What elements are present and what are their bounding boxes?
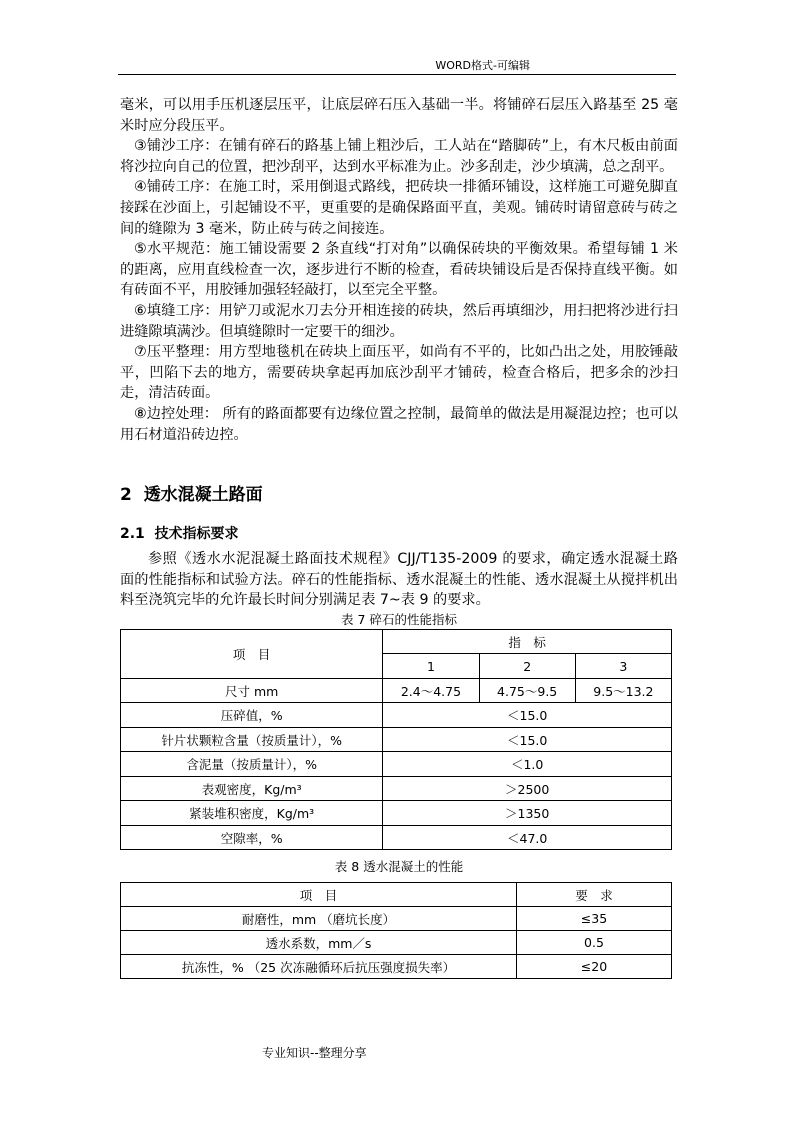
table-row	[121, 801, 672, 826]
table-row	[121, 825, 672, 850]
paragraph: ⑧边控处理： 所有的路面都要有边缘位置之控制，最简单的做法是用凝混边控；也可以用石材道沿砖边控。	[120, 405, 678, 443]
cell-value: 9.5～13.2	[575, 678, 671, 703]
cell-value: ＜1.0	[383, 752, 672, 777]
row-label: 尺寸 mm	[121, 678, 383, 703]
cell-value: ＞1350	[383, 801, 672, 826]
table8-header-req: 要 求	[517, 883, 672, 907]
table-row	[121, 955, 672, 979]
table7	[120, 629, 672, 851]
subsection-title: 技术指标要求	[154, 526, 239, 543]
table-row	[121, 678, 672, 703]
row-label: 透水系数，mm／s	[121, 931, 517, 955]
paragraph: ⑤水平规范：施工铺设需要 2 条直线“打对角”以确保砖块的平衡效果。希望每铺 1 米的距离，应用直线检查一次，逐步进行不断的检查，看砖块铺设后是否保持直线平衡。如有砖面不平，用胶锤加强轻轻敲打，以至完全平整。	[120, 241, 678, 299]
table8-header-item: 项 目	[121, 883, 517, 907]
table8-caption: 表 8 透水混凝土的性能	[334, 859, 464, 875]
table8	[120, 882, 672, 979]
table7-caption: 表 7 碎石的性能指标	[341, 611, 457, 627]
cell-value: ＜47.0	[383, 825, 672, 850]
table7-col: 1	[383, 654, 479, 679]
table-row	[121, 907, 672, 931]
row-label: 含泥量（按质量计），%	[121, 752, 383, 777]
page-content	[120, 95, 678, 979]
table7-header-item: 项 目	[121, 629, 383, 678]
paragraph: ⑦压平整理：用方型地毯机在砖块上面压平，如尚有不平的，比如凸出之处，用胶锤敲平，凹陷下去的地方，需要砖块拿起再加底沙刮平才铺砖，检查合格后，把多余的沙扫走，清洁砖面。	[120, 344, 678, 402]
cell-value: ≤20	[517, 955, 672, 979]
row-label: 抗冻性，% （25 次冻融循环后抗压强度损失率）	[121, 955, 517, 979]
paragraph: 毫米，可以用手压机逐层压平，让底层碎石压入基础一半。将铺碎石层压入路基至 25 毫米时应分段压平。	[120, 97, 678, 134]
row-label: 压碎值，%	[121, 703, 383, 728]
row-label: 针片状颗粒含量（按质量计），%	[121, 727, 383, 752]
table-row	[121, 776, 672, 801]
row-label: 表观密度，Kg/m³	[121, 776, 383, 801]
cell-value: 2.4～4.75	[383, 678, 479, 703]
header-text: WORD格式-可编辑	[435, 59, 530, 72]
section-number: 2	[120, 485, 132, 506]
row-label: 紧装堆积密度，Kg/m³	[121, 801, 383, 826]
cell-value: ＞2500	[383, 776, 672, 801]
paragraph: ③铺沙工序：在铺有碎石的路基上铺上粗沙后，工人站在“踏脚砖”上，有木尺板由前面将沙拉向自己的位置，把沙刮平，达到水平标准为止。沙多刮走，沙少填满，总之刮平。	[120, 138, 678, 175]
subsection-number: 2.1	[120, 526, 145, 543]
cell-value: ＜15.0	[383, 727, 672, 752]
table7-header-index: 指 标	[383, 629, 672, 654]
paragraph: ⑥填缝工序：用铲刀或泥水刀去分开相连接的砖块，然后再填细沙，用扫把将沙进行扫进缝隙填满沙。但填缝隙时一定要干的细沙。	[120, 302, 678, 340]
intro-paragraph: 参照《透水水泥混凝土路面技术规程》CJJ/T135-2009 的要求，确定透水混凝土路面的性能指标和试验方法。碎石的性能指标、透水混凝土的性能、透水混凝土从搅拌机出料至浇筑完毕的允许最长时间分别满足表 7~表 9 的要求。	[120, 551, 678, 609]
row-label: 耐磨性，mm （磨坑长度）	[121, 907, 517, 931]
cell-value: ＜15.0	[383, 703, 672, 728]
page-header	[118, 56, 676, 75]
page-footer: 专业知识--整理分享	[262, 1046, 367, 1060]
table-row	[121, 703, 672, 728]
table7-col: 2	[479, 654, 575, 679]
cell-value: 4.75～9.5	[479, 678, 575, 703]
subsection-heading	[120, 523, 678, 545]
table-row	[121, 727, 672, 752]
table-row	[121, 931, 672, 955]
section-heading	[120, 483, 678, 507]
cell-value: 0.5	[517, 931, 672, 955]
table-row	[121, 752, 672, 777]
cell-value: ≤35	[517, 907, 672, 931]
paragraph: ④铺砖工序：在施工时，采用倒退式路线，把砖块一排循环铺设，这样施工可避免脚直接踩在沙面上，引起铺设不平，更重要的是确保路面平直，美观。铺砖时请留意砖与砖之间的缝隙为 3 毫米，防止砖与砖之间接连。	[120, 179, 678, 237]
table7-col: 3	[575, 654, 671, 679]
section-title: 透水混凝土路面	[143, 485, 263, 506]
row-label: 空隙率，%	[121, 825, 383, 850]
